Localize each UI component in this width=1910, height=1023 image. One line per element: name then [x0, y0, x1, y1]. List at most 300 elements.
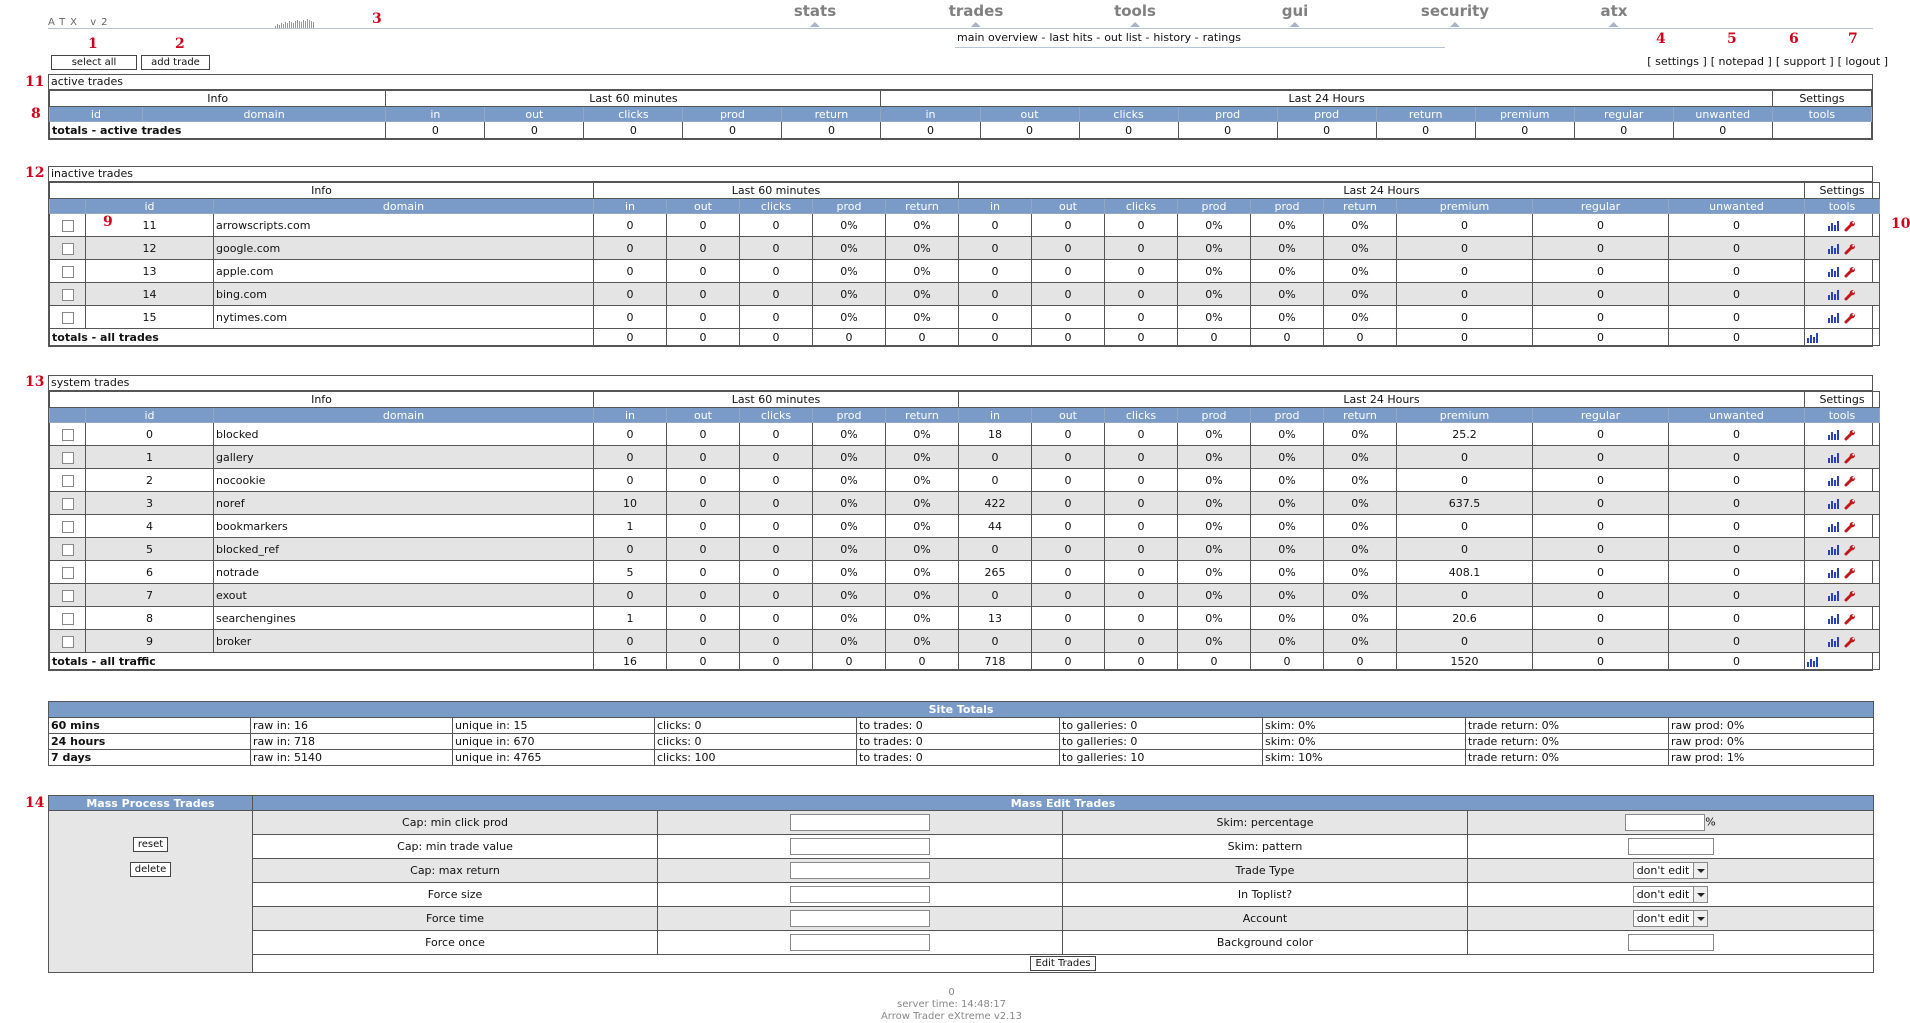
trade-row	[50, 237, 1880, 260]
trade-row	[50, 561, 1880, 584]
wrench-icon[interactable]	[1844, 452, 1856, 464]
stats-chart-icon[interactable]	[1828, 475, 1839, 486]
totals-cell: 0	[1324, 653, 1397, 670]
edit-field-select[interactable]	[1633, 910, 1709, 927]
trade-row	[50, 260, 1880, 283]
period-label: 60 mins	[49, 718, 251, 734]
tools-cell	[1805, 561, 1880, 584]
row-checkbox[interactable]	[62, 636, 74, 648]
trade-domain[interactable]: exout	[214, 584, 594, 607]
trade-domain[interactable]: blocked	[214, 423, 594, 446]
skim-percentage-input[interactable]	[1625, 814, 1705, 831]
column-header-in[interactable]: in	[881, 107, 980, 122]
stats-chart-icon[interactable]	[1828, 266, 1839, 277]
nav-label: atx	[1600, 2, 1628, 20]
column-header-id[interactable]: id	[86, 199, 214, 214]
stat-cell: 0	[1105, 237, 1178, 260]
stat-cell: 0%	[1324, 630, 1397, 653]
site-total-cell: clicks: 0	[655, 734, 857, 750]
stat-cell: 0	[1669, 492, 1805, 515]
mass-edit-row	[49, 883, 1874, 907]
stat-cell: 0	[667, 214, 740, 237]
stats-chart-icon[interactable]	[1828, 452, 1839, 463]
column-header-prod[interactable]: prod	[1251, 199, 1324, 214]
stat-cell: 0	[959, 538, 1032, 561]
trade-row	[50, 584, 1880, 607]
select-value: don't edit	[1636, 888, 1690, 901]
totals-cell: 0	[594, 329, 667, 346]
column-header-unwanted[interactable]: unwanted	[1673, 107, 1772, 122]
row-checkbox[interactable]	[62, 243, 74, 255]
column-header-domain[interactable]: domain	[214, 199, 594, 214]
percent-suffix: %	[1705, 815, 1716, 829]
column-header-unwanted[interactable]: unwanted	[1669, 408, 1805, 423]
annotation-marker: 5	[1727, 31, 1737, 47]
column-header-out[interactable]: out	[1032, 408, 1105, 423]
server-time: server time: 14:48:17	[897, 999, 1006, 1010]
column-header-clicks[interactable]: clicks	[1105, 199, 1178, 214]
totals-cell: 0	[1669, 329, 1805, 346]
stat-cell: 0%	[1251, 607, 1324, 630]
column-header-unwanted[interactable]: unwanted	[1669, 199, 1805, 214]
site-totals-header	[49, 702, 1874, 718]
annotation-marker: 8	[31, 106, 41, 122]
stat-cell: 0	[740, 630, 813, 653]
cap-field-input[interactable]	[790, 910, 930, 927]
stat-cell: 10	[594, 492, 667, 515]
stat-cell: 0%	[1251, 306, 1324, 329]
stat-cell: 0	[1032, 214, 1105, 237]
edit-field-input[interactable]	[1628, 934, 1714, 951]
site-total-cell: raw prod: 0%	[1669, 734, 1874, 750]
column-header-tools[interactable]: tools	[1772, 107, 1871, 122]
column-header-id[interactable]: id	[86, 408, 214, 423]
wrench-icon[interactable]	[1844, 544, 1856, 556]
trade-domain[interactable]: google.com	[214, 237, 594, 260]
nav-indicator-icon	[1290, 22, 1300, 27]
stat-cell: 0%	[813, 584, 886, 607]
stat-cell: 0	[1533, 492, 1669, 515]
stat-cell: 0%	[1251, 260, 1324, 283]
column-header-premium[interactable]: premium	[1475, 107, 1574, 122]
stat-cell: 0	[740, 469, 813, 492]
stat-cell: 1	[594, 607, 667, 630]
site-total-cell: raw in: 16	[251, 718, 453, 734]
wrench-icon[interactable]	[1844, 636, 1856, 648]
stat-cell: 18	[959, 423, 1032, 446]
column-header-prod[interactable]: prod	[1178, 408, 1251, 423]
stats-chart-icon[interactable]	[1828, 429, 1839, 440]
nav-stats[interactable]	[794, 2, 836, 27]
column-header-tools[interactable]: tools	[1805, 408, 1880, 423]
subnav-item[interactable]: out list -	[1104, 31, 1150, 44]
stat-cell: 0	[1669, 214, 1805, 237]
select-cell	[50, 446, 86, 469]
stat-cell: 0	[594, 538, 667, 561]
cap-field-input[interactable]	[790, 814, 930, 831]
wrench-icon[interactable]	[1844, 429, 1856, 441]
stats-chart-icon[interactable]	[1807, 332, 1818, 343]
nav-atx[interactable]	[1601, 2, 1628, 27]
row-checkbox[interactable]	[62, 312, 74, 324]
stat-cell: 0	[594, 214, 667, 237]
stat-cell: 0	[740, 492, 813, 515]
column-header-out[interactable]: out	[485, 107, 584, 122]
stats-chart-icon[interactable]	[1828, 636, 1839, 647]
stat-cell: 0	[1533, 423, 1669, 446]
stat-cell: 0	[667, 306, 740, 329]
column-header-prod[interactable]: prod	[1251, 408, 1324, 423]
top-link[interactable]: [ logout ]	[1837, 55, 1888, 68]
top-link[interactable]: [ notepad ]	[1710, 55, 1772, 68]
wrench-icon[interactable]	[1844, 289, 1856, 301]
stat-cell: 0	[1533, 469, 1669, 492]
edit-field-label: Skim: percentage	[1063, 811, 1468, 835]
stats-chart-icon[interactable]	[1828, 498, 1839, 509]
delete-button[interactable]: delete	[130, 862, 172, 877]
stat-cell: 0	[1669, 446, 1805, 469]
column-header-in[interactable]: in	[959, 408, 1032, 423]
group-last24: Last 24 Hours	[881, 91, 1772, 107]
wrench-icon[interactable]	[1844, 312, 1856, 324]
row-checkbox[interactable]	[62, 544, 74, 556]
reset-button[interactable]: reset	[133, 837, 168, 852]
edit-field-select[interactable]	[1633, 862, 1709, 879]
stats-chart-icon[interactable]	[1828, 243, 1839, 254]
stat-cell: 0	[740, 446, 813, 469]
stat-cell: 0	[959, 306, 1032, 329]
stat-cell: 0%	[813, 538, 886, 561]
site-total-cell: trade return: 0%	[1466, 734, 1669, 750]
edit-field-cell	[1468, 907, 1874, 931]
column-header-id[interactable]: id	[50, 107, 143, 122]
stat-cell: 0	[667, 283, 740, 306]
mass-edit-row	[49, 835, 1874, 859]
cap-field-input[interactable]	[790, 934, 930, 951]
stats-chart-icon[interactable]	[1828, 220, 1839, 231]
wrench-icon[interactable]	[1844, 521, 1856, 533]
nav-tools[interactable]	[1114, 2, 1156, 27]
trade-id: 3	[86, 492, 214, 515]
stats-chart-icon[interactable]	[1828, 289, 1839, 300]
row-checkbox[interactable]	[62, 429, 74, 441]
stat-cell: 0	[740, 306, 813, 329]
trade-domain[interactable]: blocked_ref	[214, 538, 594, 561]
totals-cell: 0	[1178, 122, 1277, 139]
stats-chart-icon[interactable]	[1828, 544, 1839, 555]
site-total-cell: unique in: 4765	[453, 750, 655, 766]
annotation-marker: 13	[25, 374, 45, 390]
site-total-cell: raw in: 718	[251, 734, 453, 750]
stat-cell: 0%	[886, 469, 959, 492]
stats-chart-icon[interactable]	[1828, 521, 1839, 532]
subnav-item[interactable]: history -	[1153, 31, 1199, 44]
stat-cell: 0	[1397, 515, 1533, 538]
column-header-premium[interactable]: premium	[1397, 199, 1533, 214]
stat-cell: 0	[959, 446, 1032, 469]
column-header-out[interactable]: out	[1032, 199, 1105, 214]
stat-cell: 0	[1533, 607, 1669, 630]
select-cell	[50, 630, 86, 653]
mass-edit-row	[49, 931, 1874, 955]
column-header-regular[interactable]: regular	[1533, 199, 1669, 214]
column-header-out[interactable]: out	[667, 199, 740, 214]
totals-cell: 0	[881, 122, 980, 139]
column-header-clicks[interactable]: clicks	[740, 199, 813, 214]
column-header-prod[interactable]: prod	[813, 199, 886, 214]
site-total-cell: raw prod: 1%	[1669, 750, 1874, 766]
stats-chart-icon[interactable]	[1828, 613, 1839, 624]
column-header-clicks[interactable]: clicks	[1079, 107, 1178, 122]
add-trade-button[interactable]: add trade	[141, 55, 210, 70]
select-cell	[50, 237, 86, 260]
column-header-domain[interactable]: domain	[142, 107, 385, 122]
annotation-marker: 12	[25, 165, 45, 181]
column-header-regular[interactable]: regular	[1533, 408, 1669, 423]
annotation-marker: 2	[175, 36, 185, 52]
footer	[0, 987, 1903, 1023]
row-checkbox[interactable]	[62, 590, 74, 602]
trade-row	[50, 306, 1880, 329]
stat-cell: 0	[1533, 283, 1669, 306]
stat-cell: 0	[1105, 538, 1178, 561]
mass-process-title: Mass Process Trades	[49, 796, 253, 811]
subnav-item[interactable]: main overview -	[957, 31, 1046, 44]
row-checkbox[interactable]	[62, 613, 74, 625]
trade-domain[interactable]: arrowscripts.com	[214, 214, 594, 237]
stat-cell: 0	[1397, 306, 1533, 329]
wrench-icon[interactable]	[1844, 475, 1856, 487]
totals-cell: 0	[667, 653, 740, 670]
wrench-icon[interactable]	[1844, 266, 1856, 278]
stat-cell: 0	[959, 469, 1032, 492]
tools-cell	[1805, 260, 1880, 283]
row-checkbox[interactable]	[62, 567, 74, 579]
system-trades-title: system trades	[49, 376, 1872, 391]
column-header-out[interactable]: out	[980, 107, 1079, 122]
stat-cell: 44	[959, 515, 1032, 538]
mass-header-row	[49, 796, 1874, 811]
column-header-out[interactable]: out	[667, 408, 740, 423]
cap-field-cell	[658, 931, 1063, 955]
stat-cell: 1	[594, 515, 667, 538]
trade-domain[interactable]: gallery	[214, 446, 594, 469]
totals-label: totals - all trades	[50, 329, 594, 346]
cap-field-label: Force size	[253, 883, 658, 907]
column-header-prod[interactable]: prod	[1277, 107, 1376, 122]
column-header-clicks[interactable]: clicks	[740, 408, 813, 423]
trade-domain[interactable]: bookmarkers	[214, 515, 594, 538]
stat-cell: 0	[740, 515, 813, 538]
cap-field-input[interactable]	[790, 862, 930, 879]
totals-cell: 0	[782, 122, 881, 139]
top-link[interactable]: [ support ]	[1775, 55, 1834, 68]
tools-cell	[1805, 515, 1880, 538]
column-header-regular[interactable]: regular	[1574, 107, 1673, 122]
stat-cell: 0	[1669, 237, 1805, 260]
stat-cell: 0%	[1178, 607, 1251, 630]
trade-id: 6	[86, 561, 214, 584]
trade-domain[interactable]: bing.com	[214, 283, 594, 306]
column-header-return[interactable]: return	[886, 408, 959, 423]
column-header-prod[interactable]: prod	[683, 107, 782, 122]
annotation-marker: 6	[1789, 31, 1799, 47]
stat-cell: 0%	[1324, 492, 1397, 515]
stat-cell: 0%	[1251, 492, 1324, 515]
stat-cell: 0	[667, 237, 740, 260]
subnav-item[interactable]: last hits -	[1049, 31, 1101, 44]
row-checkbox[interactable]	[62, 452, 74, 464]
stat-cell: 0	[667, 515, 740, 538]
site-total-cell: to trades: 0	[857, 718, 1060, 734]
stat-cell: 0%	[1324, 423, 1397, 446]
cap-field-input[interactable]	[790, 886, 930, 903]
totals-cell: 0	[485, 122, 584, 139]
stat-cell: 0	[959, 630, 1032, 653]
nav-indicator-icon	[1609, 22, 1619, 27]
totals-cell: 718	[959, 653, 1032, 670]
stat-cell: 0%	[886, 237, 959, 260]
column-header-in[interactable]: in	[386, 107, 485, 122]
stat-cell: 0%	[1178, 584, 1251, 607]
row-checkbox[interactable]	[62, 289, 74, 301]
stat-cell: 0%	[1178, 492, 1251, 515]
row-checkbox[interactable]	[62, 266, 74, 278]
wrench-icon[interactable]	[1844, 498, 1856, 510]
column-header-return[interactable]: return	[782, 107, 881, 122]
trade-domain[interactable]: broker	[214, 630, 594, 653]
totals-cell: 0	[1277, 122, 1376, 139]
nav-gui[interactable]	[1282, 2, 1309, 27]
column-header-in[interactable]: in	[594, 408, 667, 423]
cap-field-input[interactable]	[790, 838, 930, 855]
wrench-icon[interactable]	[1844, 243, 1856, 255]
trade-domain[interactable]: apple.com	[214, 260, 594, 283]
site-total-cell: raw prod: 0%	[1669, 718, 1874, 734]
stat-cell: 0	[959, 260, 1032, 283]
trade-domain[interactable]: notrade	[214, 561, 594, 584]
totals-cell: 0	[1533, 329, 1669, 346]
trade-domain[interactable]: noref	[214, 492, 594, 515]
stat-cell: 0	[959, 283, 1032, 306]
trade-domain[interactable]: nocookie	[214, 469, 594, 492]
totals-row	[50, 653, 1880, 670]
stat-cell: 0%	[886, 214, 959, 237]
top-link[interactable]: [ settings ]	[1647, 55, 1707, 68]
totals-cell: 0	[1105, 329, 1178, 346]
stat-cell: 0	[1669, 423, 1805, 446]
stat-cell: 0%	[1178, 561, 1251, 584]
site-totals-row	[49, 734, 1874, 750]
dropdown-arrow-icon	[1693, 887, 1707, 902]
column-header-row	[50, 408, 1880, 423]
period-label: 24 hours	[49, 734, 251, 750]
site-total-cell: clicks: 100	[655, 750, 857, 766]
column-header-prod[interactable]: prod	[813, 408, 886, 423]
stat-cell: 0	[1105, 515, 1178, 538]
column-header-clicks[interactable]: clicks	[1105, 408, 1178, 423]
trade-id: 9	[86, 630, 214, 653]
trade-domain[interactable]: nytimes.com	[214, 306, 594, 329]
stat-cell: 0%	[1178, 446, 1251, 469]
trade-id: 7	[86, 584, 214, 607]
trade-domain[interactable]: searchengines	[214, 607, 594, 630]
select-cell	[50, 607, 86, 630]
select-cell	[50, 492, 86, 515]
stat-cell: 0	[667, 538, 740, 561]
stat-cell: 0%	[886, 630, 959, 653]
column-header-premium[interactable]: premium	[1397, 408, 1533, 423]
stat-cell: 0	[1669, 607, 1805, 630]
edit-field-label: Background color	[1063, 931, 1468, 955]
nav-security[interactable]	[1421, 2, 1489, 27]
mass-process-cell	[49, 811, 253, 973]
stats-chart-icon[interactable]	[1828, 590, 1839, 601]
tools-cell	[1805, 283, 1880, 306]
totals-cell: 16	[594, 653, 667, 670]
wrench-icon[interactable]	[1844, 567, 1856, 579]
wrench-icon[interactable]	[1844, 613, 1856, 625]
wrench-icon[interactable]	[1844, 590, 1856, 602]
edit-field-select[interactable]	[1633, 886, 1709, 903]
column-header-in[interactable]: in	[959, 199, 1032, 214]
stat-cell: 0	[1669, 283, 1805, 306]
stat-cell: 0%	[886, 515, 959, 538]
site-total-cell: skim: 0%	[1263, 718, 1466, 734]
column-header-return[interactable]: return	[886, 199, 959, 214]
select-cell	[50, 584, 86, 607]
column-header-domain[interactable]: domain	[214, 408, 594, 423]
stats-chart-icon[interactable]	[1828, 312, 1839, 323]
stat-cell: 0%	[1251, 469, 1324, 492]
stats-chart-icon[interactable]	[1828, 567, 1839, 578]
totals-cell: 0	[386, 122, 485, 139]
select-all-button[interactable]: select all	[51, 55, 137, 70]
stat-cell: 0	[1533, 630, 1669, 653]
edit-trades-button[interactable]: Edit Trades	[1030, 956, 1095, 971]
column-header-prod[interactable]: prod	[1178, 199, 1251, 214]
row-checkbox[interactable]	[62, 220, 74, 232]
edit-field-input[interactable]	[1628, 838, 1714, 855]
stat-cell: 0	[1533, 260, 1669, 283]
site-total-cell: to galleries: 0	[1060, 734, 1263, 750]
nav-trades[interactable]	[949, 2, 1004, 27]
stat-cell: 0	[1669, 306, 1805, 329]
stats-chart-icon[interactable]	[1807, 656, 1818, 667]
stat-cell: 0	[1397, 584, 1533, 607]
row-checkbox[interactable]	[62, 498, 74, 510]
column-header-clicks[interactable]: clicks	[584, 107, 683, 122]
column-header-return[interactable]: return	[1324, 408, 1397, 423]
cap-field-cell	[658, 859, 1063, 883]
column-header-return[interactable]: return	[1376, 107, 1475, 122]
wrench-icon[interactable]	[1844, 220, 1856, 232]
nav-label: stats	[793, 2, 837, 20]
column-header-return[interactable]: return	[1324, 199, 1397, 214]
row-checkbox[interactable]	[62, 521, 74, 533]
stat-cell: 13	[959, 607, 1032, 630]
stat-cell: 0%	[813, 607, 886, 630]
column-header-tools[interactable]: tools	[1805, 199, 1880, 214]
column-header-prod[interactable]: prod	[1178, 107, 1277, 122]
select-cell	[50, 515, 86, 538]
period-label: 7 days	[49, 750, 251, 766]
column-header-in[interactable]: in	[594, 199, 667, 214]
select-column-header	[50, 408, 86, 423]
stat-cell: 0	[1533, 538, 1669, 561]
row-checkbox[interactable]	[62, 475, 74, 487]
subnav-item[interactable]: ratings	[1202, 31, 1241, 44]
